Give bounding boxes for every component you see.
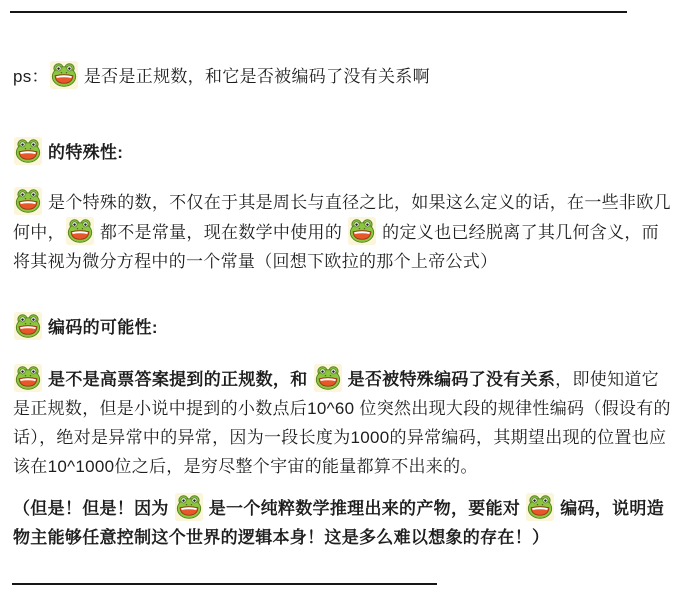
paragraph-special: 是个特殊的数，不仅在于其是周长与直径之比，如果这么定义的话，在一些非欧几何中， 都不是常量，现在数学中使用的 的定义也已经脱离了其几何含义，而将其视为微分方程中的一个常量（回想下欧拉的那个上帝公式）: [13, 187, 674, 276]
frog-emoji-icon: [314, 364, 342, 392]
ps-note: ps： 是否是正规数，和它是否被编码了没有关系啊: [13, 61, 674, 91]
section-heading-encoding: 编码的可能性:: [13, 312, 674, 342]
frog-emoji-icon: [14, 364, 42, 392]
paragraph-conclusion: （但是！但是！因为 是一个纯粹数学推理出来的产物，要能对 编码，说明造物主能够任意控制这个世界的逻辑本身！这是多么难以想象的存在！）: [13, 493, 674, 552]
frog-emoji-icon: [14, 312, 42, 340]
frog-emoji-icon: [175, 493, 203, 521]
frog-emoji-icon: [50, 61, 78, 89]
frog-emoji-icon: [526, 493, 554, 521]
bottom-divider: [12, 583, 437, 585]
answer-body: [0, 61, 687, 552]
frog-emoji-icon: [14, 187, 42, 215]
top-divider: [10, 11, 627, 13]
paragraph-encoding: 是不是高票答案提到的正规数，和 是否被特殊编码了没有关系，即使知道它是正规数，但是小说中提到的小数点后10^60 位突然出现大段的规律性编码（假设有的话），绝对是异常中的异常，因为一段长度为1000的异常编码，其期望出现的位置也应该在10^1000位之后，是穷尽整个宇宙的能量都算不出来的。: [13, 364, 674, 481]
frog-emoji-icon: [14, 137, 42, 165]
frog-emoji-icon: [348, 217, 376, 245]
frog-emoji-icon: [66, 217, 94, 245]
section-heading-special: 的特殊性:: [13, 137, 674, 167]
